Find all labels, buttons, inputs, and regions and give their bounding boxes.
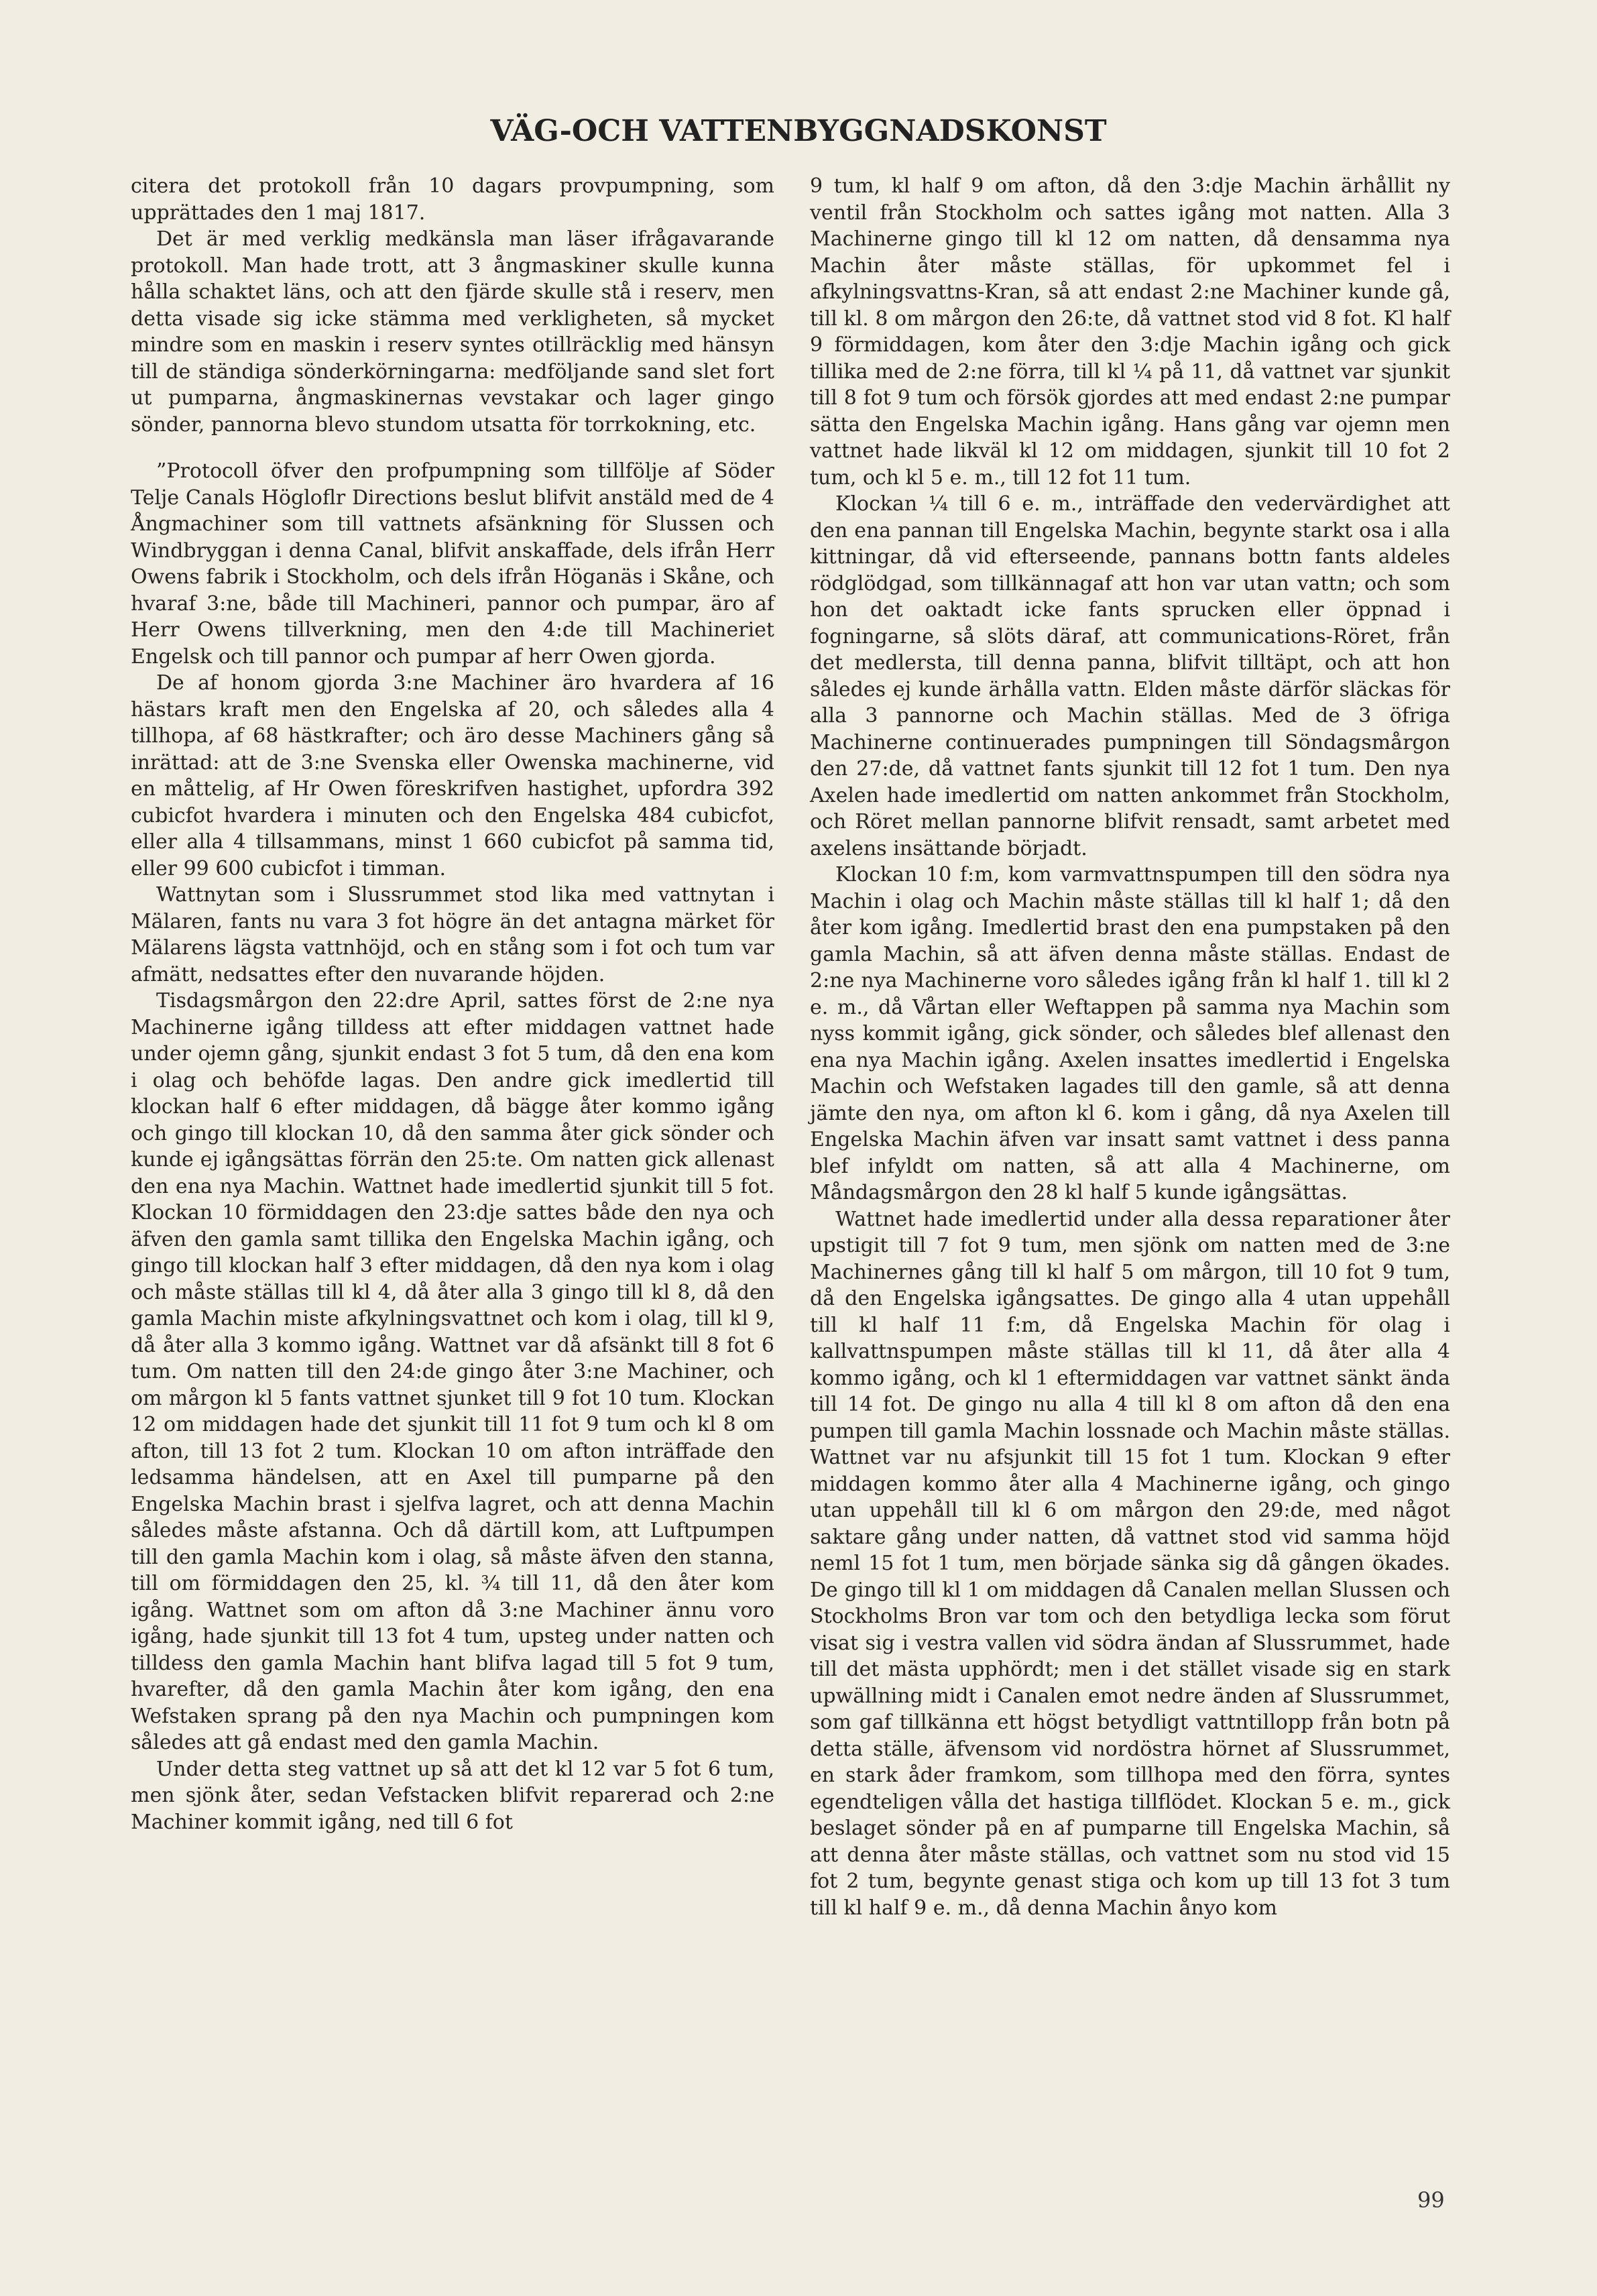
paragraph: Under detta steg vattnet up så att det kl 12 var 5 fot 6 tum, men sjönk åter, sedan Vefstacken blifvit reparerad och 2:ne Machiner kommit igång, ned till 6 fot <box>131 1757 774 1834</box>
right-column <box>810 173 1450 1921</box>
paragraph: De af honom gjorda 3:ne Machiner äro hvardera af 16 hästars kraft men den Engelska af 20, och således alla 4 tillhopa, af 68 hästkrafter; och äro desse Machiners gång så inrättad: att de 3:ne Svenska eller Owenska machinerne, vid en måttelig, af Hr Owen föreskrifven hastighet, upfordra 392 cubicfot hvardera i minuten och den Engelska 484 cubicfot, eller alla 4 tillsammans, minst 1 660 cubicfot på samma tid, eller 99 600 cubicfot i timman. <box>131 671 774 880</box>
paragraph: 9 tum, kl half 9 om afton, då den 3:dje Machin ärhållit ny ventil från Stockholm och sattes igång mot natten. Alla 3 Machinerne gingo till kl 12 om natten, då densamma nya Machin åter måste ställas, för upkommet fel i afkylningsvattns-Kran, så att endast 2:ne Machiner kunde gå, till kl. 8 om mårgon den 26:te, då vattnet stod vid 8 fot. Kl half 9 förmiddagen, kom åter den 3:dje Machin igång och gick tillika med de 2:ne förra, till kl ¼ på 11, då vattnet var sjunkit till 8 fot 9 tum och försök gjordes att med endast 2:ne pumpar sätta den Engelska Machin igång. Hans gång var ojemn men vattnet hade likväl kl 12 om middagen, sjunkit till 10 fot 2 tum, och kl 5 e. m., till 12 fot 11 tum. <box>810 174 1450 490</box>
paragraph: citera det protokoll från 10 dagars provpumpning, som upprättades den 1 maj 1817. <box>131 174 774 225</box>
quoted-protocol-paragraph: ”Protocoll öfver den profpumpning som tillfölje af Söder Telje Canals Högloflr Directions beslut blifvit anstäld med de 4 Ångmachiner som till vattnets afsänkning för Slussen och Windbryggan i denna Canal, blifvit anskaffade, dels ifrån Herr Owens fabrik i Stockholm, och dels ifrån Höganäs i Skåne, och hvaraf 3:ne, både till Machineri, pannor och pumpar, äro af Herr Owens tillverkning, men den 4:de till Machineriet Engelsk och till pannor och pumpar af herr Owen gjorda. <box>131 459 774 669</box>
page-number: 99 <box>1417 2187 1445 2213</box>
left-column <box>131 173 774 1835</box>
paragraph: Wattnytan som i Slussrummet stod lika med vattnytan i Mälaren, fants nu vara 3 fot högre än det antagna märket för Mälarens lägsta vattnhöjd, och en stång som i fot och tum var afmätt, nedsattes efter den nuvarande höjden. <box>131 883 774 986</box>
paragraph: Wattnet hade imedlertid under alla dessa reparationer åter upstigit till 7 fot 9 tum, men sjönk om natten med de 3:ne Machinernes gång till kl half 5 om mårgon, till 10 fot 9 tum, då den Engelska igångsattes. De gingo alla 4 utan uppehåll till kl half 11 f:m, då Engelska Machin för olag i kallvattnspumpen måste ställas till kl 11, då åter alla 4 kommo igång, och kl 1 eftermiddagen var vattnet sänkt ända till 14 fot. De gingo nu alla 4 till kl 8 om afton då den ena pumpen till gamla Machin lossnade och Machin måste ställas. Wattnet var nu afsjunkit till 15 fot 1 tum. Klockan 9 efter middagen kommo åter alla 4 Machinerne igång, och gingo utan uppehåll till kl 6 om mårgon den 29:de, med något saktare gång under natten, då vattnet stod vid samma höjd neml 15 fot 1 tum, men började sänka sig då gången ökades. De gingo till kl 1 om middagen då Canalen mellan Slussen och Stockholms Bron var tom och den betydliga lecka som förut visat sig i vestra vallen vid södra ändan af Slussrummet, hade till det mästa upphördt; men i det stället visade sig en stark upwällning midt i Canalen emot nedre änden af Slussrummet, som gaf tillkänna ett högst betydligt vattntillopp från botn på detta ställe, äfvensom vid nordöstra hörnet af Slussrummet, en stark åder framkom, som tillhopa med den förra, syntes egendteligen vålla det hastiga tillflödet. Klockan 5 e. m., gick beslaget sönder på en af pumparne till Engelska Machin, så att denna åter måste ställas, och vattnet som nu stod vid 15 fot 2 tum, begynte genast stiga och kom up till 13 fot 3 tum till kl half 9 e. m., då denna Machin ånyo kom <box>810 1207 1450 1920</box>
paragraph: Tisdagsmårgon den 22:dre April, sattes först de 2:ne nya Machinerne igång tilldess att efter middagen vattnet hade under ojemn gång, sjunkit endast 3 fot 5 tum, då den ena kom i olag och behöfde lagas. Den andre gick imedlertid till klockan half 6 efter middagen, då bägge åter kommo igång och gingo till klockan 10, då den samma åter gick sönder och kunde ej igångsättas förrän den 25:te. Om natten gick allenast den ena nya Machin. Wattnet hade imedlertid sjunkit till 5 fot. Klockan 10 förmiddagen den 23:dje sattes både den nya och äfven den gamla samt tillika den Engelska Machin igång, och gingo till klockan half 3 efter middagen, då den nya kom i olag och måste ställas till kl 4, då åter alla 3 gingo till kl 8, då den gamla Machin miste afkylningsvattnet och kom i olag, till kl 9, då åter alla 3 kommo igång. Wattnet var då afsänkt till 8 fot 6 tum. Om natten till den 24:de gingo åter 3:ne Machiner, och om mårgon kl 5 fants vattnet sjunket till 9 fot 10 tum. Klockan 12 om middagen hade det sjunkit till 11 fot 9 tum och kl 8 om afton, till 13 fot 2 tum. Klockan 10 om afton inträffade den ledsamma händelsen, att en Axel till pumparne på den Engelska Machin brast i sjelfva lagret, och att denna Machin således måste afstanna. Och då därtill kom, att Luftpumpen till den gamla Machin kom i olag, så måste äfven den stanna, till om förmiddagen den 25, kl. ¾ till 11, då den åter kom igång. Wattnet som om afton då 3:ne Machiner ännu voro igång, hade sjunkit till 13 fot 4 tum, upsteg under natten och tilldess den gamla Machin hant blifva lagad till 5 fot 9 tum, hvarefter, då den gamla Machin åter kom igång, den ena Wefstaken sprang på den nya Machin och pumpningen kom således att gå endast med den gamla Machin. <box>131 989 774 1754</box>
paragraph: Klockan 10 f:m, kom varmvattnspumpen till den södra nya Machin i olag och Machin måste ställas till kl half 1; då den åter kom igång. Imedlertid brast den ena pumpstaken på den gamla Machin, så att äfven denna måste ställas. Endast de 2:ne nya Machinerne voro således igång från kl half 1. till kl 2 e. m., då Vårtan eller Weftappen på samma nya Machin som nyss kommit igång, gick sönder, och således blef allenast den ena nya Machin igång. Axelen insattes imedlertid i Engelska Machin och Wefstaken lagades till den gamle, så att denna jämte den nya, om afton kl 6. kom i gång, då nya Axelen till Engelska Machin äfven var insatt samt vattnet i dess panna blef infyldt om natten, så att alla 4 Machinerne, om Måndagsmårgon den 28 kl half 5 kunde igångsättas. <box>810 863 1450 1204</box>
paragraph: Klockan ¼ till 6 e. m., inträffade den vedervärdighet att den ena pannan till Engelska Machin, begynte starkt osa i alla kittningar, då vid efterseende, pannans bottn fants aldeles rödglödgad, som tillkännagaf att hon var utan vattn; och som hon det oaktadt icke fants sprucken eller öppnad i fogningarne, så slöts däraf, att communications-Röret, från det medlersta, till denna panna, blifvit tilltäpt, och att hon således ej kunde ärhålla vattn. Elden måste därför släckas för alla 3 pannorne och Machin ställas. Med de 3 öfriga Machinerne continuerades pumpningen till Söndagsmårgon den 27:de, då vattnet fants sjunkit till 12 fot 1 tum. Den nya Axelen hade imedlertid om natten ankommet från Stockholm, och Röret mellan pannorne blifvit rensadt, samt arbetet med axelens insättande börjadt. <box>810 492 1450 860</box>
page-header: VÄG-OCH VATTENBYGGNADSKONST <box>490 114 1107 148</box>
paragraph: Det är med verklig medkänsla man läser ifrågavarande protokoll. Man hade trott, att 3 ångmaskiner skulle kunna hålla schaktet läns, och att den fjärde skulle stå i reserv, men detta visade sig icke stämma med verkligheten, så mycket mindre som en maskin i reserv syntes otillräcklig med hänsyn till de ständiga sönderkörningarna: medföljande sand slet fort ut pumparna, ångmaskinernas vevstakar och lager gingo sönder, pannorna blevo stundom utsatta för torrkokning, etc. <box>131 227 774 437</box>
